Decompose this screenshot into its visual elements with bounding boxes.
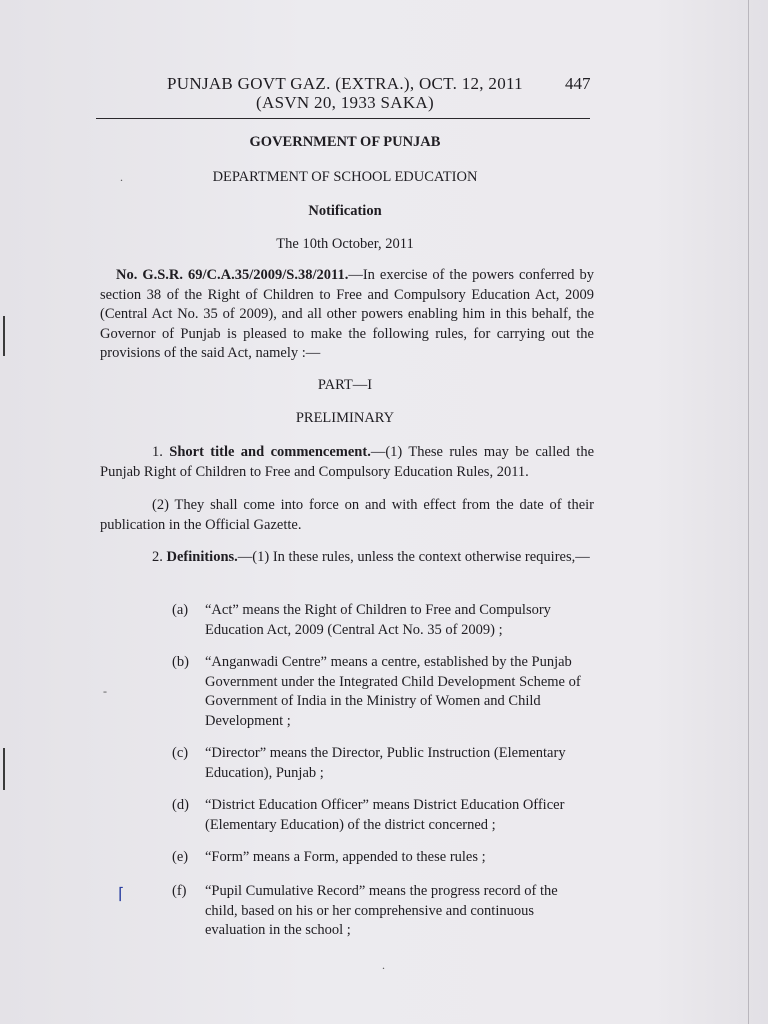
preamble-text: —In exercise of the powers conferred by section 38 of the Right of Children to Free and Compulsory Education Act, 2009 (Central Act No. 35 of 2009), and all other powers enabling him in this behalf, the Governor of Punjab is pleased to make the following rules, for carrying out the provisions of the said Act, namely :— xyxy=(100,267,594,361)
government-heading: GOVERNMENT OF PUNJAB xyxy=(249,134,441,150)
speck: . xyxy=(382,958,385,972)
rule-2-intro: —(1) In these rules, unless the context otherwise requires,— xyxy=(237,549,590,565)
page-number: 447 xyxy=(565,74,591,93)
rule-2-paragraph xyxy=(100,548,594,568)
definition-text: “Act” means the Right of Children to Free and Compulsory Education Act, 2009 (Central Act No. 35 of 2009) ; xyxy=(205,602,551,638)
part-subtitle: PRELIMINARY xyxy=(295,410,395,426)
notification-date: The 10th October, 2011 xyxy=(276,236,414,252)
rule-2-heading: Definitions. xyxy=(166,549,238,565)
definition-text: “Pupil Cumulative Record” means the progress record of the child, based on his or her comprehensive and continuous evaluation in the school ; xyxy=(205,883,558,938)
definition-text: “Anganwadi Centre” means a centre, established by the Punjab Government under the Integrated Child Development Scheme of Government of India in the Ministry of Women and Child Development ; xyxy=(205,654,581,729)
definition-label: (a) xyxy=(172,602,189,618)
rule-1-paragraph xyxy=(100,443,594,482)
speck: - xyxy=(103,684,107,698)
rule-1-number: 1. xyxy=(152,444,163,460)
definition-label: (e) xyxy=(172,849,189,865)
rule-1-text: —(1) These rules may be called the Punjab Right of Children to Free and Compulsory Education Rules, 2011. xyxy=(100,444,595,480)
preamble-paragraph xyxy=(100,266,594,364)
gsr-number: No. G.S.R. 69/C.A.35/2009/S.38/2011. xyxy=(116,267,349,283)
definition-label: (d) xyxy=(172,797,189,813)
definition-item xyxy=(172,744,592,783)
definition-text: “Director” means the Director, Public Instruction (Elementary Education), Punjab ; xyxy=(205,745,566,781)
page-edge xyxy=(748,0,749,1024)
definition-item xyxy=(172,796,592,835)
definition-text: “District Education Officer” means District Education Officer (Elementary Education) of the district concerned ; xyxy=(205,797,565,833)
speck: . xyxy=(120,170,123,184)
part-title: PART—I xyxy=(317,377,373,393)
definition-item xyxy=(172,601,592,640)
margin-mark xyxy=(3,748,5,790)
ink-mark: ⌈ xyxy=(118,884,125,903)
definition-item xyxy=(172,653,592,731)
definition-item xyxy=(172,848,592,868)
definition-label: (f) xyxy=(172,883,187,899)
gazette-header: PUNJAB GOVT GAZ. (EXTRA.), OCT. 12, 2011 xyxy=(167,74,523,93)
rule-2-number: 2. xyxy=(152,549,163,565)
rule-1-heading: Short title and commencement. xyxy=(169,444,371,460)
definition-text: “Form” means a Form, appended to these rules ; xyxy=(205,849,486,865)
department-heading: DEPARTMENT OF SCHOOL EDUCATION xyxy=(212,169,478,185)
definition-label: (b) xyxy=(172,654,189,670)
definition-label: (c) xyxy=(172,745,189,761)
margin-mark xyxy=(3,316,5,356)
notification-title: Notification xyxy=(308,203,382,219)
gazette-date-saka: (ASVN 20, 1933 SAKA) xyxy=(256,93,434,112)
definition-item xyxy=(172,882,592,941)
header-rule xyxy=(96,118,590,119)
rule-1-subrule-2: (2) They shall come into force on and with effect from the date of their publication in the Official Gazette. xyxy=(100,497,594,533)
